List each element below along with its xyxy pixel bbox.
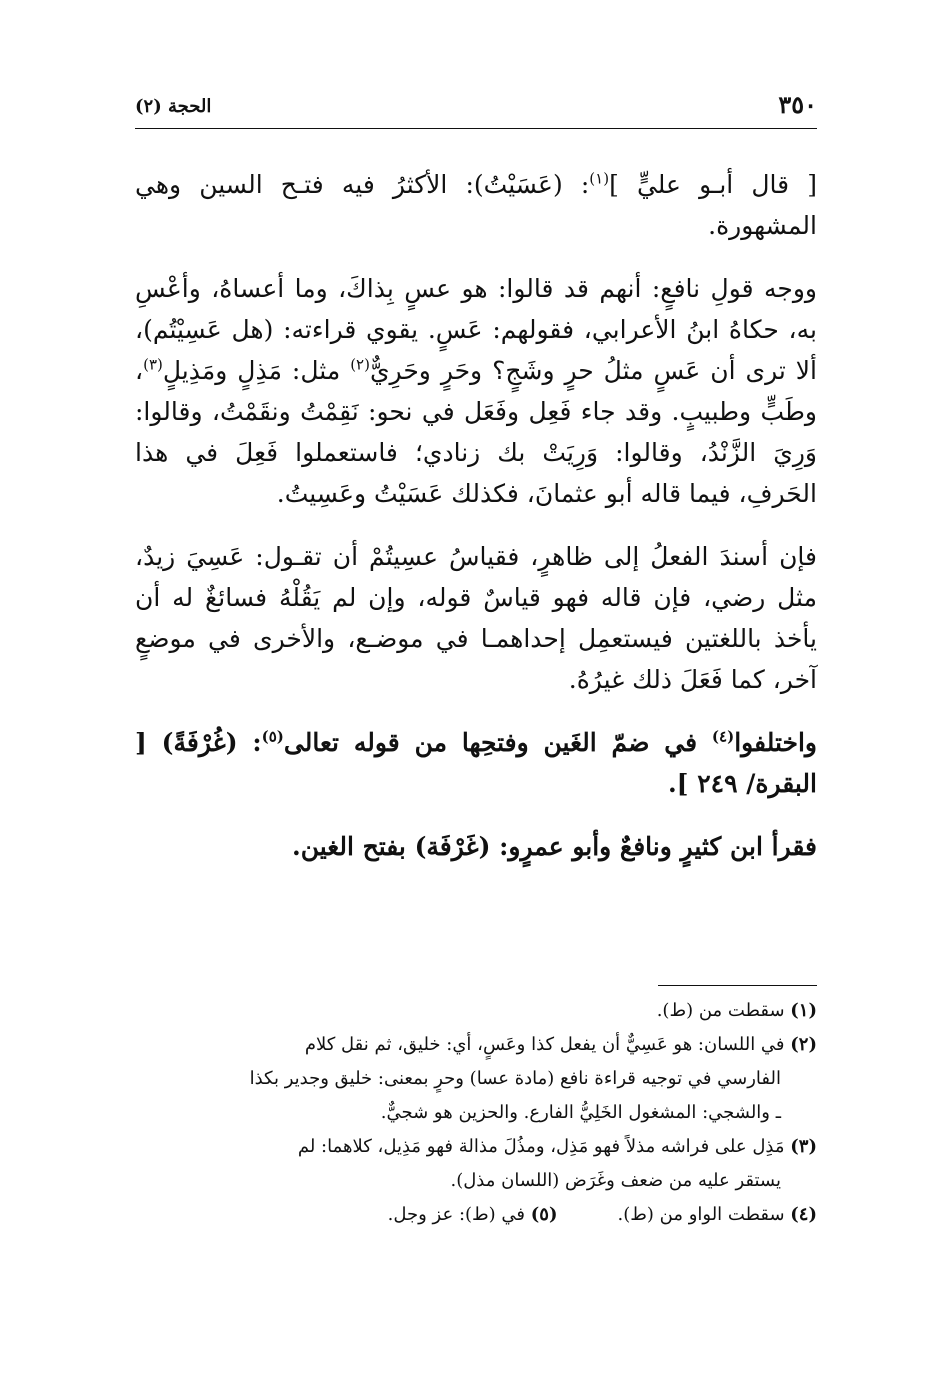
footnotes [135,994,817,1232]
paragraph-text: ووجه قولِ نافعٍ: أنهم قد قالوا: هو عسٍ بِذاكَ، وما أعساهُ، وأعْسِ به، حكاهُ ابنُ الأعرابي، فقولهم: عَسٍ. يقوي قراءته: (هل عَسِيْتُم)، ألا ترى أن عَسٍ مثلُ حرٍ وشَجٍ؟ وحَرٍ وحَرِيٌّ [135,274,817,385]
footnote-ref: (٢) [350,355,370,374]
paragraph-text: : (عَسَيْتُ): الأكثرُ فيه فتـح السين وهي المشهورة. [135,170,817,240]
footnote-ref: (٥) [261,727,284,746]
paragraph-text: ، وطَبٍّ وطبيبٍ. وقد جاء فَعِل وفَعَل في نحو: نَقِمْتُ ونقَمْتُ، وقالوا: وَرِيَ الزَّنْدُ، وقالوا: وَرِيَتْ بك زنادي؛ فاستعملوا فَعِلَ في هذا الحَرفِ، فيما قاله أبو عثمانَ، فكذلك عَسَيْتُ وعَسِيتُ. [135,356,817,508]
footnote-text: في اللسان: هو عَسِيٌّ أن يفعل كذا وعَسٍ، أي: خليق، ثم نقل كلام [304,1034,785,1055]
footnote-row [135,1198,817,1232]
paragraph-text: واختلفوا [734,728,817,757]
footnote-3-continuation: يستقر عليه من ضعف وغَرَض (اللسان مذل). [450,1170,781,1191]
footnote-ref: (٣) [143,355,163,374]
footnote-2-continuation: ـ والشجي: المشغول الخَلِيُّ الفارع. والحزين هو شجيٌّ. [380,1102,781,1123]
footnote-number: (٣) [790,1136,817,1157]
running-title: الحجة (٢) [135,96,212,117]
paragraph-text: مثل: مَذِلٍ ومَذِيلٍ [162,356,351,385]
paragraph-text: في ضمّ الغَين وفتحِها من قوله تعالى [283,728,712,757]
paragraph-text: : (غُرْفَةً) [ البقرة/ ٢٤٩ ]. [135,728,817,798]
footnote-2 [135,1028,817,1062]
footnote-number: (٤) [790,1204,817,1225]
footnote-text: في (ط): عز وجل. [387,1204,526,1225]
paragraph-3 [135,536,817,700]
footnote-text: سقطت من (ط). [656,1000,785,1021]
footnote-text: سقطت الواو من (ط). [617,1204,785,1225]
footnote-ref: (١) [589,169,610,188]
footnote-text: مَذِل على فراشه مذلاً فهو مَذِل، ومذُلَ مذالة فهو مَذِيل، كلاهما: لم [297,1136,785,1157]
footnote-4 [618,1198,818,1232]
paragraph-1 [135,164,817,246]
main-text [135,164,817,867]
paragraph-text: فإن أسندَ الفعلُ إلى ظاهرٍ، فقياسُ عسِيتُمْ أن تقـول: عَسِيَ زيدٌ، مثل رضي، فإن قاله فهو قياسٌ قوله، وإن لم يَقُلْهُ فسائغٌ له أن يأخذ باللغتين فيستعمِل إحداهمـا في موضـع، والأخرى في موضعٍ آخر، كما فَعَلَ ذلك غيرُهُ. [135,542,817,694]
footnote-3 [135,1130,817,1164]
paragraph-5 [135,826,817,867]
footnote-number: (١) [790,1000,817,1021]
page-number: ٣٥٠ [778,90,817,119]
paragraph-4 [135,722,817,804]
footnote-number: (٢) [790,1034,817,1055]
footnote-number: (٥) [530,1204,558,1225]
footnote-2-continuation: الفارسي في توجيه قراءة نافع (مادة عسا) وحرٍ بمعنى: خليق وجدير بكذا [249,1068,781,1089]
footnote-ref: (٤) [711,727,735,746]
footnote-5 [388,1198,558,1232]
footnote-separator [658,985,817,986]
paragraph-text: فقرأ ابن كثيرٍ ونافعٌ وأبو عمرٍو: (غَرْفَة) بفتح الغين. [291,832,817,861]
page-header [135,90,817,129]
paragraph-2 [135,268,817,514]
footnote-1 [135,994,817,1028]
paragraph-text: [ قال أبـو عليٍّ ] [609,170,817,199]
